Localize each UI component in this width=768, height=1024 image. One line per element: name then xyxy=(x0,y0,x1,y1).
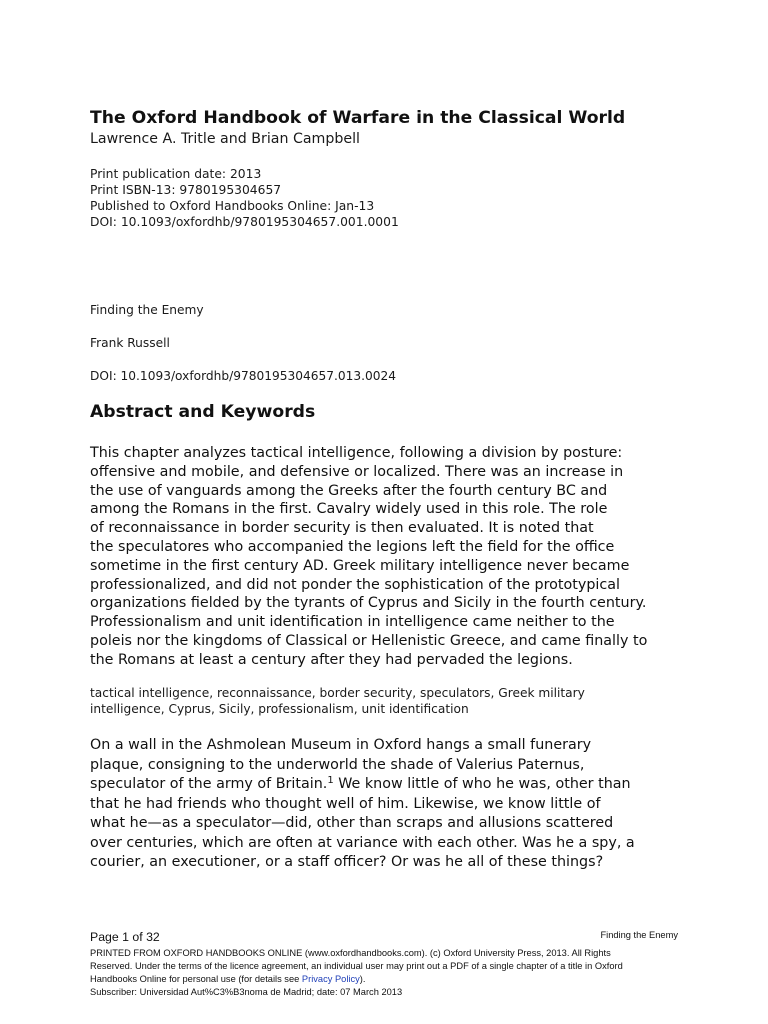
abstract-line: This chapter analyzes tactical intelligence, following a division by posture: xyxy=(90,445,623,461)
body-line-text: speculator of the army of Britain. xyxy=(90,776,328,792)
copyright-notice xyxy=(90,947,690,999)
print-isbn: Print ISBN-13: 9780195304657 xyxy=(90,183,282,197)
abstract-line: offensive and mobile, and defensive or localized. There was an increase in xyxy=(90,463,624,480)
print-publication-date: Print publication date: 2013 xyxy=(90,167,262,181)
body-line xyxy=(90,775,635,795)
body-paragraph xyxy=(90,736,635,873)
chapter-doi: DOI: 10.1093/oxfordhb/9780195304657.013.0024 xyxy=(90,369,397,383)
abstract-line: the speculatores who accompanied the legions left the field for the office xyxy=(90,538,615,555)
abstract-line: Professionalism and unit identification in intelligence came neither to the xyxy=(90,614,615,631)
book-title: The Oxford Handbook of Warfare in the Classical World xyxy=(90,108,626,128)
abstract-paragraph xyxy=(90,444,647,670)
publication-metadata xyxy=(90,166,399,230)
abstract-line: professionalized, and did not ponder the sophistication of the prototypical xyxy=(90,576,620,593)
notice-line: PRINTED FROM OXFORD HANDBOOKS ONLINE (www.oxfordhandbooks.com). (c) Oxford University Press, 2013. All Rights xyxy=(90,948,611,958)
footnote-marker[interactable]: 1 xyxy=(327,775,334,786)
body-line: On a wall in the Ashmolean Museum in Oxford hangs a small funerary xyxy=(90,737,592,753)
chapter-title: Finding the Enemy xyxy=(90,303,204,317)
book-editors: Lawrence A. Tritle and Brian Campbell xyxy=(90,131,361,147)
abstract-line: of reconnaissance in border security is then evaluated. It is noted that xyxy=(90,520,594,537)
privacy-policy-link[interactable]: Privacy Policy xyxy=(301,974,360,984)
keywords-line: intelligence, Cyprus, Sicily, professionalism, unit identification xyxy=(90,702,469,716)
abstract-line: organizations fielded by the tyrants of Cyprus and Sicily in the fourth century. xyxy=(90,595,647,612)
keywords-line: tactical intelligence, reconnaissance, border security, speculators, Greek military xyxy=(90,686,585,700)
body-line: over centuries, which are often at variance with each other. Was he a spy, a xyxy=(90,834,635,851)
published-online-date: Published to Oxford Handbooks Online: Jan-13 xyxy=(90,199,375,213)
page-number: Page 1 of 32 xyxy=(90,930,160,944)
body-line: that he had friends who thought well of him. Likewise, we know little of xyxy=(90,795,601,812)
body-line: what he—as a speculator—did, other than scraps and allusions scattered xyxy=(90,815,614,831)
notice-text: ). xyxy=(359,974,366,984)
body-line: plaque, consigning to the underworld the shade of Valerius Paternus, xyxy=(90,756,585,773)
notice-text: Handbooks Online for personal use (for details see xyxy=(90,974,302,984)
subscriber-line: Subscriber: Universidad Aut%C3%B3noma de Madrid; date: 07 March 2013 xyxy=(90,987,403,997)
chapter-author: Frank Russell xyxy=(90,336,170,350)
body-line-text: We know little of who he was, other than xyxy=(333,776,631,792)
running-title: Finding the Enemy xyxy=(600,930,678,940)
book-doi: DOI: 10.1093/oxfordhb/9780195304657.001.0001 xyxy=(90,215,399,229)
abstract-line: the use of vanguards among the Greeks after the fourth century BC and xyxy=(90,482,608,499)
abstract-line: the Romans at least a century after they had pervaded the legions. xyxy=(90,651,573,668)
abstract-heading: Abstract and Keywords xyxy=(90,402,316,422)
abstract-line: poleis nor the kingdoms of Classical or Hellenistic Greece, and came finally to xyxy=(90,632,648,649)
notice-line: Reserved. Under the terms of the licence agreement, an individual user may print out a PDF of a single chapter of a title in Oxford xyxy=(90,961,623,971)
abstract-line: among the Romans in the first. Cavalry widely used in this role. The role xyxy=(90,501,608,518)
body-line: courier, an executioner, or a staff officer? Or was he all of these things? xyxy=(90,854,604,870)
notice-line xyxy=(90,973,690,986)
abstract-line: sometime in the first century AD. Greek military intelligence never became xyxy=(90,557,630,574)
keywords xyxy=(90,685,585,717)
